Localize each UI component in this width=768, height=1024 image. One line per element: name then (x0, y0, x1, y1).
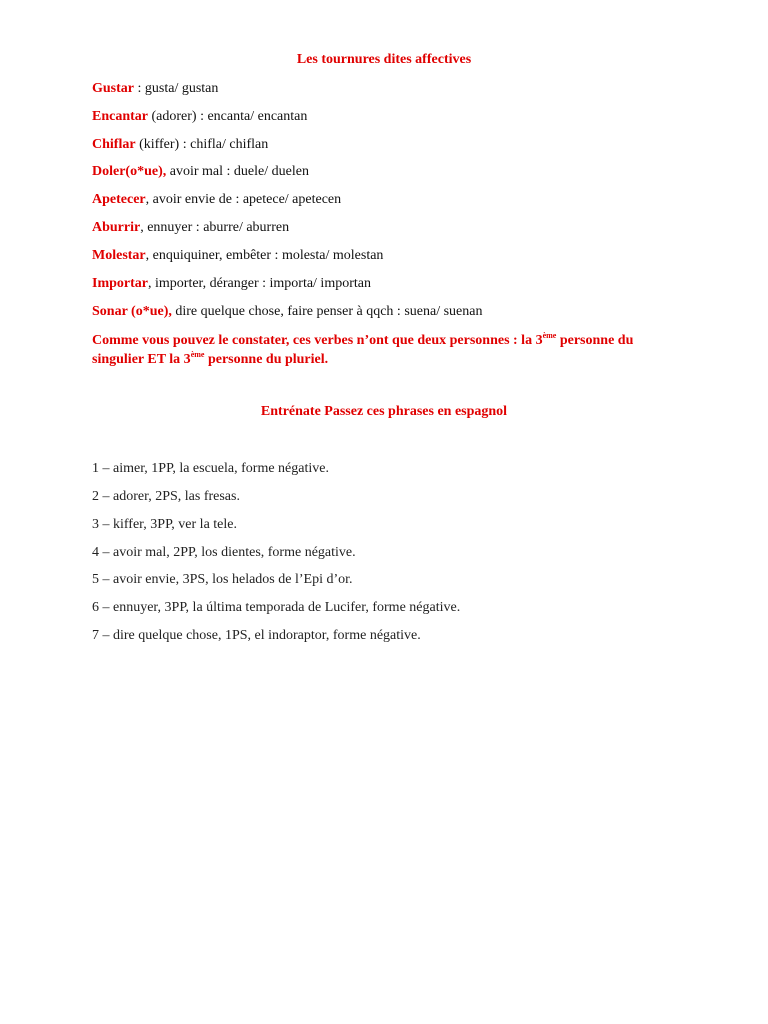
verb-definition: (adorer) : encanta/ encantan (151, 109, 308, 124)
verb-line (92, 191, 341, 209)
verb-definition: avoir envie de : apetece/ apetecen (152, 192, 342, 207)
verb-name: Importar (92, 276, 148, 291)
verb-line (92, 163, 309, 181)
exercise-item: 6 – ennuyer, 3PP, la última temporada de Lucifer, forme négative. (92, 600, 461, 615)
verb-name: Sonar (o*ue), (92, 304, 172, 319)
verb-line (92, 136, 268, 154)
verb-definition: enquiquiner, embêter : molesta/ molestan (152, 248, 384, 263)
grammar-note (92, 331, 682, 369)
verb-line (92, 219, 289, 237)
verb-name: Molestar (92, 248, 146, 263)
exercise-title: Entrénate Passez ces phrases en espagnol (260, 404, 508, 419)
verb-name: Apetecer (92, 192, 146, 207)
separator: , (145, 248, 153, 263)
separator: , (145, 192, 153, 207)
note-superscript: ème (542, 331, 557, 340)
verb-definition: dire quelque chose, faire penser à qqch : suena/ suenan (175, 304, 483, 319)
verb-name: Gustar (92, 81, 134, 96)
note-text: personne du singulier ET la 3 (92, 333, 634, 367)
document-title: Les tournures dites affectives (296, 52, 472, 67)
verb-line (92, 247, 383, 265)
exercise-item: 2 – adorer, 2PS, las fresas. (92, 489, 240, 504)
note-text: personne du pluriel. (204, 352, 329, 367)
verb-name: Chiflar (92, 137, 136, 152)
verb-definition: importer, déranger : importa/ importan (155, 276, 371, 291)
verb-definition: avoir mal : duele/ duelen (169, 164, 309, 179)
verb-name: Doler(o*ue), (92, 164, 167, 179)
verb-line (92, 303, 482, 321)
exercise-item: 5 – avoir envie, 3PS, los helados de l’Epi d’or. (92, 572, 353, 587)
exercise-item: 4 – avoir mal, 2PP, los dientes, forme négative. (92, 545, 356, 560)
note-text: Comme vous pouvez le constater, ces verbes n’ont que deux personnes : la 3 (92, 333, 543, 348)
verb-definition: (kiffer) : chifla/ chiflan (139, 137, 269, 152)
verb-name: Encantar (92, 109, 148, 124)
verb-line (92, 275, 371, 293)
note-superscript: ème (190, 350, 205, 359)
separator: , (148, 276, 155, 291)
verb-definition: ennuyer : aburre/ aburren (147, 220, 290, 235)
exercise-item: 3 – kiffer, 3PP, ver la tele. (92, 517, 237, 532)
separator: : (134, 81, 145, 96)
exercise-item: 7 – dire quelque chose, 1PS, el indoraptor, forme négative. (92, 628, 421, 643)
exercise-item: 1 – aimer, 1PP, la escuela, forme négative. (92, 461, 329, 476)
verb-line (92, 108, 307, 126)
verb-definition: gusta/ gustan (144, 81, 219, 96)
verb-line (92, 80, 218, 98)
separator: , (140, 220, 148, 235)
verb-name: Aburrir (92, 220, 141, 235)
